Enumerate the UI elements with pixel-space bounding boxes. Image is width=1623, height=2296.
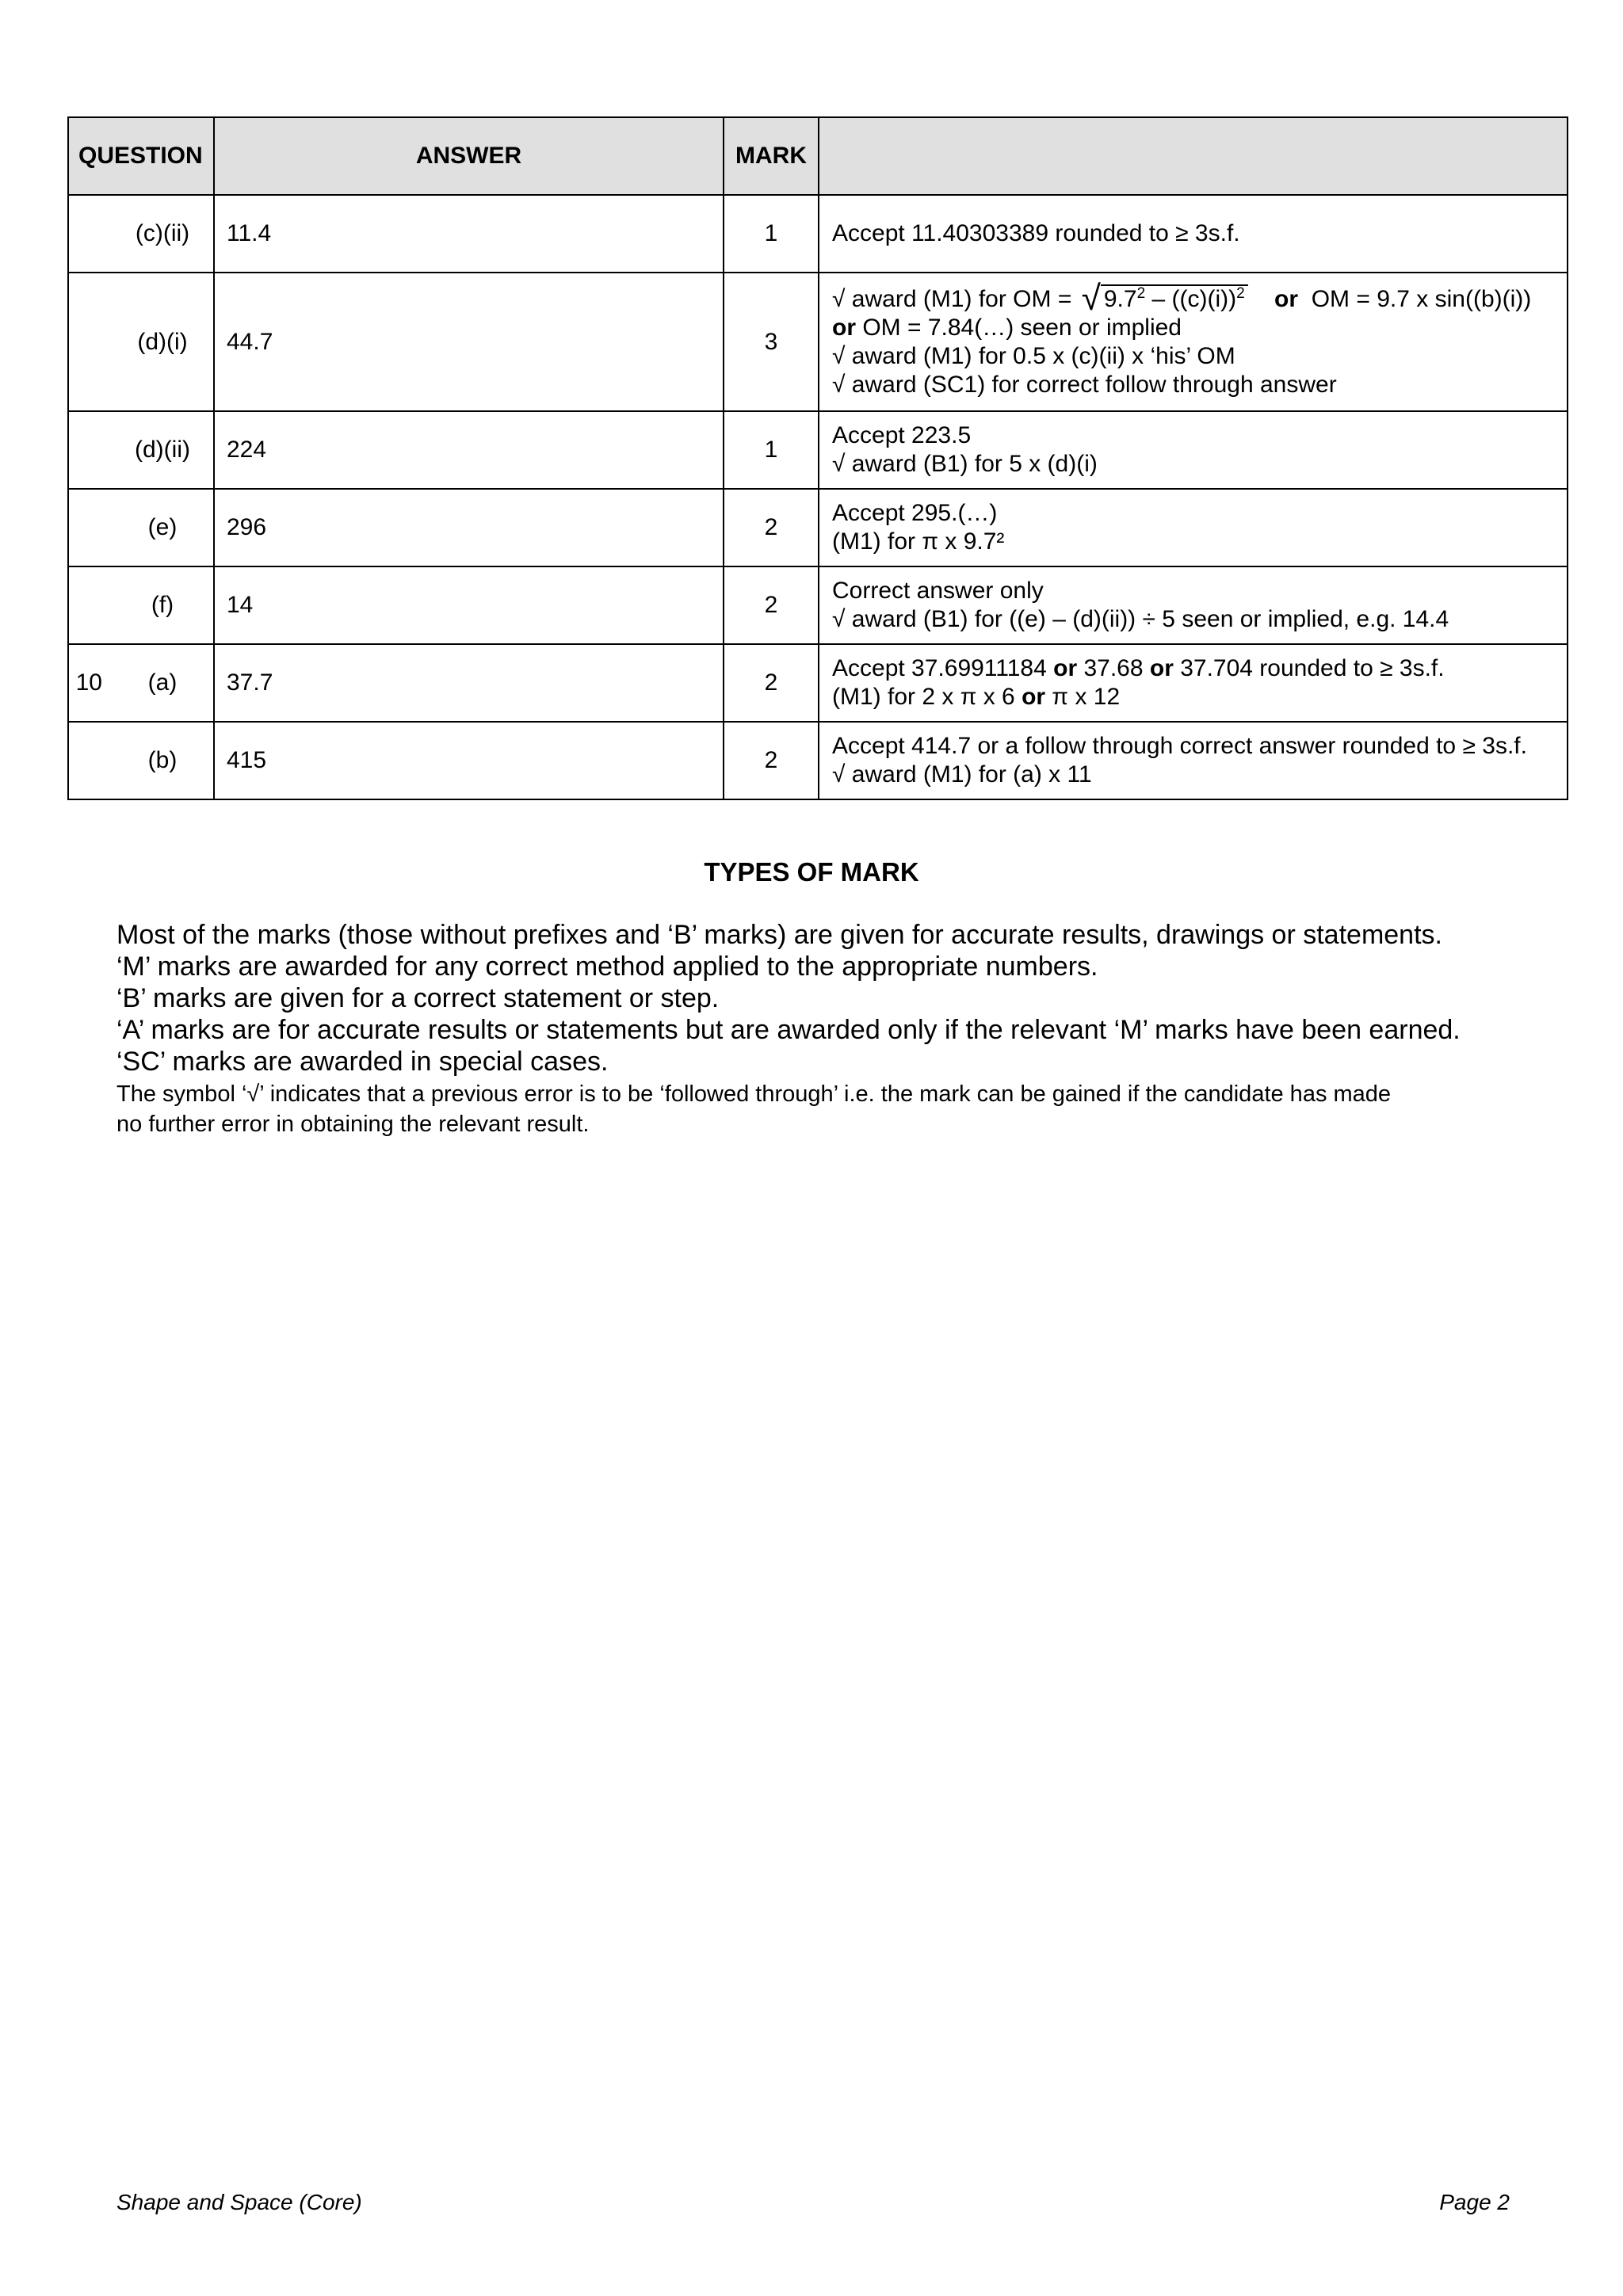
table-row: [68, 566, 1568, 644]
guidance-line: √ award (M1) for 0.5 x (c)(ii) x ‘his’ OM: [832, 343, 1235, 369]
guidance-line: (M1) for π x 9.7²: [832, 528, 1005, 555]
guidance-line: Accept 295.(…): [832, 500, 998, 526]
types-of-mark-body: [116, 919, 1543, 1139]
answer-cell: 296: [214, 489, 724, 566]
question-cell: [68, 489, 214, 566]
question-cell: [68, 411, 214, 489]
guidance-line: Accept 223.5: [832, 422, 972, 448]
question-cell: [68, 195, 214, 273]
types-of-mark-line: ‘B’ marks are given for a correct statement or step.: [116, 983, 720, 1013]
types-of-mark-line: ‘SC’ marks are awarded in special cases.: [116, 1047, 609, 1077]
guidance-line: [832, 654, 1567, 683]
mark-cell: 2: [724, 489, 819, 566]
mark-cell: 1: [724, 195, 819, 273]
guidance-text: 37.704 rounded to ≥ 3s.f.: [1173, 655, 1445, 681]
table-row: [68, 411, 1568, 489]
question-cell: [68, 722, 214, 799]
guidance-cell: [819, 722, 1568, 799]
mark-cell: 2: [724, 722, 819, 799]
answer-cell: 37.7: [214, 644, 724, 722]
table-row: [68, 722, 1568, 799]
table-row: [68, 195, 1568, 273]
mark-cell: 2: [724, 566, 819, 644]
guidance-cell: [819, 566, 1568, 644]
footer-subject: Shape and Space (Core): [116, 2190, 362, 2214]
types-of-mark-line: Most of the marks (those without prefixes and ‘B’ marks) are given for accurate results, drawings or statements.: [116, 920, 1442, 950]
question-part: (d)(i): [137, 328, 188, 355]
question-cell: [68, 566, 214, 644]
answer-cell: 415: [214, 722, 724, 799]
guidance-line: [832, 683, 1567, 711]
guidance-text: Accept 37.69911184: [832, 655, 1054, 681]
exponent: 2: [1136, 285, 1146, 302]
mark-cell: 3: [724, 273, 819, 411]
guidance-cell: [819, 489, 1568, 566]
guidance-line: √ award (B1) for ((e) – (d)(ii)) ÷ 5 seen or implied, e.g. 14.4: [832, 606, 1449, 632]
question-part: (a): [147, 669, 178, 696]
table-row: [68, 273, 1568, 411]
follow-through-note-line: no further error in obtaining the relevant result.: [116, 1112, 590, 1137]
guidance-text: (M1) for 2 x π x 6: [832, 684, 1022, 710]
guidance-text: OM = 7.84(…) seen or implied: [856, 315, 1182, 341]
mark-cell: 2: [724, 644, 819, 722]
guidance-line: √ award (SC1) for correct follow through answer: [832, 372, 1337, 398]
header-question: QUESTION: [68, 117, 214, 195]
guidance-cell: [819, 411, 1568, 489]
header-answer: ANSWER: [214, 117, 724, 195]
radicand: [1101, 284, 1248, 312]
table-row: [68, 644, 1568, 722]
guidance-cell: [819, 644, 1568, 722]
answer-cell: 11.4: [214, 195, 724, 273]
guidance-cell: [819, 273, 1568, 411]
square-root-symbol: √: [1081, 279, 1101, 318]
question-part: (e): [147, 514, 178, 540]
answer-cell: 14: [214, 566, 724, 644]
or-keyword: or: [832, 315, 856, 341]
types-of-mark-line: ‘A’ marks are for accurate results or statements but are awarded only if the relevant ‘M’ marks have been earned.: [116, 1015, 1461, 1045]
square-root-expression: [1081, 279, 1248, 318]
mark-cell: 1: [724, 411, 819, 489]
guidance-line: [832, 279, 1567, 318]
guidance-text: 37.68: [1077, 655, 1150, 681]
mark-scheme-table: [67, 116, 1568, 800]
guidance-line: √ award (M1) for (a) x 11: [832, 761, 1092, 788]
guidance-cell: [819, 195, 1568, 273]
question-part: (c)(ii): [135, 220, 190, 246]
follow-through-note: [116, 1079, 1543, 1139]
footer-page-number: Page 2: [1439, 2190, 1510, 2214]
guidance-line: √ award (B1) for 5 x (d)(i): [832, 451, 1098, 477]
answer-cell: 224: [214, 411, 724, 489]
or-keyword: or: [1053, 655, 1078, 681]
types-of-mark-heading: TYPES OF MARK: [704, 857, 919, 887]
question-part: (b): [147, 747, 178, 773]
radicand-rest: – ((c)(i)): [1145, 286, 1237, 312]
exponent: 2: [1236, 285, 1245, 302]
question-number: 10: [75, 669, 102, 696]
table-row: [68, 489, 1568, 566]
or-keyword: or: [1149, 655, 1174, 681]
table-header-row: [68, 117, 1568, 195]
guidance-text: √ award (M1) for OM =: [832, 286, 1079, 312]
guidance-line: Accept 11.40303389 rounded to ≥ 3s.f.: [832, 220, 1240, 246]
question-cell: [68, 273, 214, 411]
guidance-text: OM = 9.7 x sin((b)(i)): [1311, 286, 1532, 312]
guidance-line: [832, 314, 1567, 342]
header-mark: MARK: [724, 117, 819, 195]
question-part: (d)(ii): [135, 437, 190, 463]
or-keyword: or: [1022, 684, 1046, 710]
radicand-base: 9.7: [1103, 286, 1137, 312]
guidance-line: Correct answer only: [832, 578, 1044, 604]
header-guidance: [819, 117, 1568, 195]
question-cell: [68, 644, 214, 722]
follow-through-note-line: The symbol ‘√’ indicates that a previous error is to be ‘followed through’ i.e. the mark can be gained if the candidate has made: [116, 1081, 1392, 1107]
guidance-line: Accept 414.7 or a follow through correct answer rounded to ≥ 3s.f.: [832, 733, 1527, 759]
guidance-text: π x 12: [1045, 684, 1121, 710]
types-of-mark-line: ‘M’ marks are awarded for any correct method applied to the appropriate numbers.: [116, 952, 1098, 982]
answer-cell: 44.7: [214, 273, 724, 411]
question-part: (f): [151, 592, 174, 618]
or-keyword: or: [1274, 286, 1299, 312]
